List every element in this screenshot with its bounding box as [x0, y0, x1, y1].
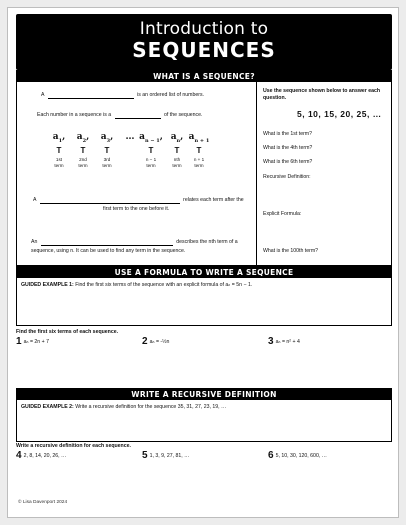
- explicit-line2: sequence, using n. It can be used to find any term in the sequence.: [31, 248, 186, 254]
- term-symbol: $a_{n + 1}$: [188, 132, 210, 144]
- term-position-label: 1st: [55, 156, 63, 162]
- practice2-item-5: [142, 452, 189, 460]
- problem-number: 5: [142, 450, 148, 461]
- guided-example-2-text: Write a recursive definition for the sequence 35, 31, 27, 23, 19, …: [75, 404, 227, 410]
- question-recursive-definition: Recursive Definition:: [263, 174, 311, 180]
- term-position-label: 3rd: [103, 156, 111, 162]
- def1-prefix: A: [41, 92, 45, 98]
- term-word-label: term: [194, 162, 204, 168]
- recursive-definition-section: [16, 388, 392, 442]
- explicit-suffix: describes the nth term of a: [176, 239, 238, 245]
- example-sequence: 5, 10, 15, 20, 25, …: [297, 109, 382, 119]
- problem-number: 6: [268, 450, 274, 461]
- guided-example-1-text: Find the first six terms of the sequence with an explicit formula of aₙ = 5n − 1.: [75, 282, 253, 288]
- up-arrow-icon: T: [148, 145, 154, 155]
- up-arrow-icon: T: [56, 145, 62, 155]
- term-position-label: nth: [173, 156, 181, 162]
- section3-header: WRITE A RECURSIVE DEFINITION: [17, 389, 391, 400]
- term-symbol: $a_1$,: [52, 132, 66, 144]
- right-instruction: Use the sequence shown below to answer each question.: [263, 88, 381, 101]
- recursive-prefix: A: [33, 197, 37, 203]
- explicit-prefix: An: [31, 239, 38, 245]
- sequence-term-3: [95, 132, 119, 169]
- section1-right-column: [257, 82, 391, 265]
- practice2-item-4: [16, 452, 66, 460]
- sequence-term-1: [47, 132, 71, 169]
- section1-left-column: [17, 82, 257, 265]
- sequence-term-6: [165, 132, 189, 169]
- problem-text: aₙ = -½n: [149, 338, 170, 345]
- term-subscript: 2: [82, 137, 87, 144]
- up-arrow-icon: T: [80, 145, 86, 155]
- question-1st-term: What is the 1st term?: [263, 131, 313, 137]
- sequence-term-7: [187, 132, 211, 169]
- guided-example-2: [21, 404, 226, 411]
- definition-explicit: [31, 239, 238, 246]
- term-subscript: 3: [106, 137, 111, 144]
- term-subscript: n + 1: [194, 137, 210, 144]
- def1-blank[interactable]: [48, 93, 134, 99]
- term-word-label: term: [78, 162, 88, 168]
- definition-sequence: [41, 92, 204, 99]
- explicit-blank[interactable]: [41, 240, 173, 246]
- term-symbol: …: [125, 132, 135, 142]
- section2-header: USE A FORMULA TO WRITE A SEQUENCE: [17, 267, 391, 278]
- term-word-label: term: [54, 162, 64, 168]
- copyright: © Lisa Davenport 2024: [18, 500, 68, 505]
- term-word-label: term: [146, 162, 156, 168]
- title-line2: SEQUENCES: [132, 38, 276, 62]
- term-word-label: term: [172, 162, 182, 168]
- term-subscript: 1: [58, 137, 63, 144]
- problem-text: aₙ = n² + 4: [275, 338, 300, 345]
- practice2-item-6: [268, 452, 327, 460]
- term-word-label: term: [102, 162, 112, 168]
- question-explicit-formula: Explicit Formula:: [263, 211, 302, 217]
- sequence-term-2: [71, 132, 95, 169]
- problem-number: 2: [142, 336, 148, 347]
- title-banner: [16, 14, 392, 70]
- problem-number: 4: [16, 450, 22, 461]
- use-formula-section: [16, 266, 392, 326]
- term-symbol: $a_n$,: [170, 132, 184, 144]
- term-position-label: n + 1: [193, 156, 205, 162]
- practice1-item-1: [16, 338, 49, 346]
- problem-text: 1, 3, 9, 27, 81, …: [149, 452, 190, 459]
- question-100th-term: What is the 100th term?: [263, 248, 319, 254]
- term-subscript: n − 1: [144, 137, 160, 144]
- def1-suffix: is an ordered list of numbers.: [137, 92, 204, 98]
- recursive-blank[interactable]: [40, 198, 180, 204]
- title-line1: Introduction to: [139, 19, 269, 39]
- sequence-term-5: [139, 132, 163, 169]
- practice1-instruction: Find the first six terms of each sequence.: [16, 329, 119, 335]
- recursive-suffix: relates each term after the: [183, 197, 244, 203]
- practice2-instruction: Write a recursive definition for each sequence.: [16, 443, 131, 449]
- definition-recursive: [33, 197, 244, 204]
- def2-suffix: of the sequence.: [164, 112, 203, 118]
- problem-text: 5, 10, 30, 120, 600, …: [275, 452, 327, 459]
- practice1-item-3: [268, 338, 300, 346]
- recursive-line2: first term to the one before it.: [103, 206, 170, 212]
- question-6th-term: What is the 6th term?: [263, 159, 313, 165]
- guided-example-1: [21, 282, 252, 289]
- guided-example-2-label: GUIDED EXAMPLE 2:: [21, 404, 74, 410]
- up-arrow-icon: T: [174, 145, 180, 155]
- practice1-item-2: [142, 338, 169, 346]
- problem-text: aₙ = 2n + 7: [23, 338, 49, 345]
- problem-number: 1: [16, 336, 22, 347]
- term-position-label: 2nd: [79, 156, 87, 162]
- worksheet-page: [7, 7, 399, 518]
- def2-prefix: Each number in a sequence is a: [37, 112, 112, 118]
- up-arrow-icon: T: [104, 145, 110, 155]
- problem-number: 3: [268, 336, 274, 347]
- term-subscript: n: [176, 137, 181, 144]
- term-symbol: $a_2$,: [76, 132, 90, 144]
- section1-header: WHAT IS A SEQUENCE?: [17, 71, 391, 82]
- term-symbol: $a_{n - 1}$,: [139, 132, 163, 144]
- question-4th-term: What is the 4th term?: [263, 145, 313, 151]
- problem-text: 2, 8, 14, 20, 26, …: [23, 452, 67, 459]
- term-symbol: $a_3$,: [100, 132, 114, 144]
- term-position-label: n − 1: [145, 156, 157, 162]
- what-is-a-sequence-section: [16, 70, 392, 266]
- up-arrow-icon: T: [196, 145, 202, 155]
- definition-term: [37, 112, 202, 119]
- guided-example-1-label: GUIDED EXAMPLE 1:: [21, 282, 74, 288]
- def2-blank[interactable]: [115, 113, 161, 119]
